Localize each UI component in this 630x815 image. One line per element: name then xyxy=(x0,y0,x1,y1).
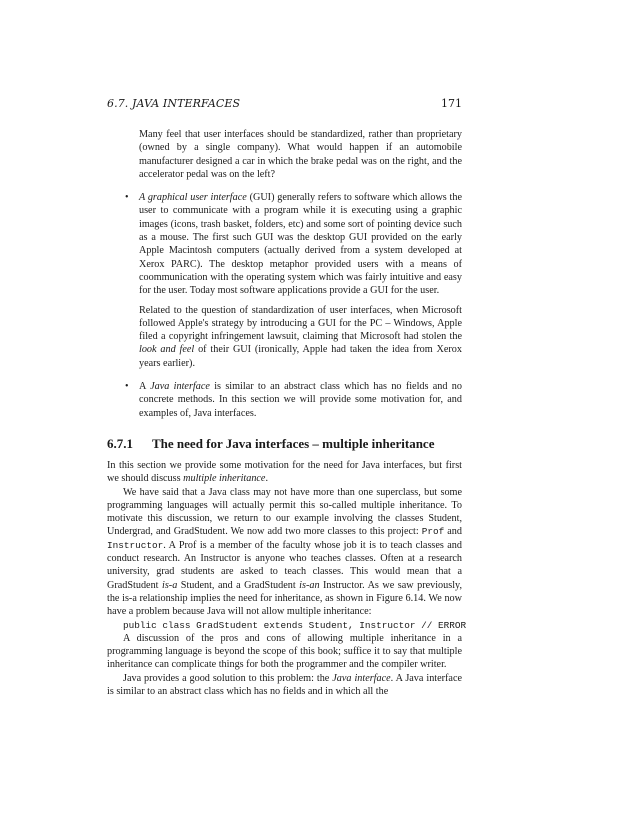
gui-followup xyxy=(139,304,462,370)
look-and-feel-term: look and feel xyxy=(139,344,195,356)
code-example: public class GradStudent extends Student, Instructor // ERROR xyxy=(123,619,467,631)
body-text xyxy=(107,128,467,698)
java-interface-prefix: A xyxy=(139,381,151,393)
code-instructor: Instructor xyxy=(107,539,164,551)
para2-text-e: Instructor. As we saw previously, the is-a relationship implies the need for inheritance, as shown in Figure 6.14. We now have a problem because Java will not allow multiple inheritance: xyxy=(107,579,462,618)
gui-term: A graphical user interface xyxy=(139,192,247,204)
para1-text-a: In this section we provide some motivation for the need for Java interfaces, but first we should discuss xyxy=(107,459,462,485)
java-interface-term: Java interface xyxy=(150,381,210,393)
para4-text-a: Java provides a good solution to this problem: the xyxy=(123,672,333,684)
gui-followup-a: Related to the question of standardization of user interfaces, when Microsoft followed Apple's strategy by introducing a GUI for the PC – Windows, Apple filed a copyright infringement lawsuit, claiming that Microsoft had stolen the xyxy=(139,304,462,343)
bullet-icon: • xyxy=(125,192,129,204)
is-an-term: is-an xyxy=(299,579,320,591)
is-a-term: is-a xyxy=(162,579,178,591)
bullet-icon: • xyxy=(125,381,129,393)
para2-text-a: We have said that a Java class may not have more than one superclass, but some programming languages will actually permit this so-called multiple inheritance. To motivate this discussion, we return to our example involving the classes Student, Undergrad, and GradStudent. We now add two more classes to this project: xyxy=(107,486,462,538)
section-heading xyxy=(107,436,462,451)
java-interface-definition xyxy=(139,380,462,420)
para4-text-b: . A Java interface is similar to an abstract class which has no fields and in which all the xyxy=(107,672,462,697)
para2-text-c: . A Prof is a member of the faculty whose job it is to teach classes and conduct research. An Instructor is anyone who teaches classes. Often at a research university, grad students are asked to teach classes. This would mean that a GradStudent xyxy=(107,539,462,591)
paragraph-3: A discussion of the pros and cons of allowing multiple inheritance in a programming language is beyond the scope of this book; suffice it to say that multiple inheritance can complicate things for both the programmer and the compiler writer. xyxy=(107,632,462,671)
para1-text-b: . xyxy=(265,473,269,485)
multiple-inheritance-term: multiple inheritance xyxy=(183,473,266,485)
gui-followup-b: of their GUI (ironically, Apple had taken the idea from Xerox years earlier). xyxy=(139,344,462,369)
java-interface-text: is similar to an abstract class which has no fields and no concrete methods. In this section we will provide some motivation for, and examples of, Java interfaces. xyxy=(139,381,462,419)
para2-text-d: Student, and a GradStudent xyxy=(177,579,300,591)
paragraph-2 xyxy=(107,486,462,619)
intro-paragraph: Many feel that user interfaces should be standardized, rather than proprietary (owned by a single company). What would happen if an automobile manufacturer designed a car in which the brake pedal was on the right, and the accelerator pedal was on the left? xyxy=(139,129,462,180)
page-number: 171 xyxy=(441,97,462,110)
code-prof: Prof xyxy=(421,526,445,538)
section-title: The need for Java interfaces – multiple inheritance xyxy=(152,435,435,451)
para2-text-b: and xyxy=(444,526,462,538)
paragraph-1 xyxy=(107,459,462,486)
section-number: 6.7.1 xyxy=(107,435,133,451)
paragraph-4 xyxy=(107,672,462,699)
java-interface-term-2: Java interface xyxy=(332,672,391,684)
gui-definition xyxy=(139,191,462,297)
list-item-java-interface xyxy=(107,380,462,420)
gui-text: (GUI) generally refers to software which allows the user to communicate with a program while it is executing using a graphic images (icons, trash basket, folders, etc) and some sort of pointing device such as a mouse. The first such GUI was the desktop GUI provided on the early Apple Macintosh computers (actually derived from a system developed at Xerox PARC). The desktop metaphor provided users with a means of coommunication with the operating system which was fairly intuitive and easy for the user. Today most software applications provide a GUI for the user. xyxy=(139,192,462,297)
list-item-gui xyxy=(107,191,462,370)
running-head: 6.7. JAVA INTERFACES xyxy=(107,97,241,110)
